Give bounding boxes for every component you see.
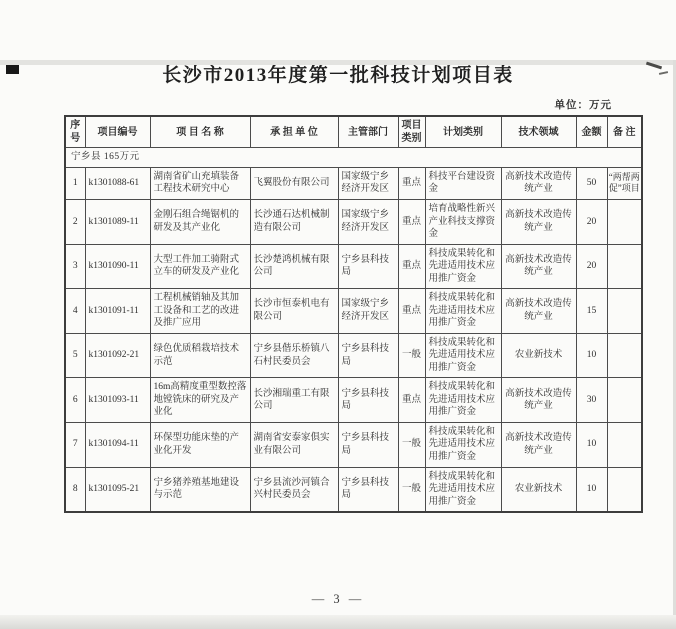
cell-plan-type: 科技成果转化和先进适用技术应用推广资金 — [425, 467, 501, 512]
cell-code: k1301092-21 — [85, 333, 150, 378]
table-header-row — [65, 116, 642, 148]
cell-code: k1301093-11 — [85, 378, 150, 423]
cell-remark: “两帮两促”项目 — [607, 167, 642, 199]
cell-amount: 10 — [576, 467, 607, 512]
cell-category: 一般 — [398, 467, 425, 512]
scan-edge-top — [0, 60, 676, 65]
cell-department: 宁乡县科技局 — [338, 378, 398, 423]
cell-plan-type: 培育战略性新兴产业科技支撑资金 — [425, 199, 501, 244]
cell-category: 重点 — [398, 378, 425, 423]
cell-seq: 1 — [65, 167, 85, 199]
cell-department: 国家级宁乡经济开发区 — [338, 199, 398, 244]
unit-note: 单位：万元 — [554, 100, 612, 111]
header-category: 项目类别 — [398, 116, 425, 148]
cell-plan-type: 科技成果转化和先进适用技术应用推广资金 — [425, 422, 501, 467]
header-remark: 备 注 — [607, 116, 642, 148]
scan-edge-bottom — [0, 615, 676, 629]
cell-category: 一般 — [398, 422, 425, 467]
cell-undertaker: 飞翼股份有限公司 — [250, 167, 338, 199]
group-row-label: 宁乡县 165万元 — [65, 148, 642, 168]
cell-seq: 3 — [65, 244, 85, 289]
cell-department: 宁乡县科技局 — [338, 467, 398, 512]
cell-tech-field: 高新技术改造传统产业 — [501, 244, 576, 289]
document-title: 长沙市2013年度第一批科技计划项目表 — [162, 65, 514, 86]
cell-undertaker: 长沙楚鸿机械有限公司 — [250, 244, 338, 289]
cell-seq: 8 — [65, 467, 85, 512]
cell-undertaker: 长沙通石达机械制造有限公司 — [250, 199, 338, 244]
cell-remark — [607, 289, 642, 334]
cell-tech-field: 高新技术改造传统产业 — [501, 199, 576, 244]
table-row — [65, 333, 642, 378]
cell-name: 湖南省矿山充填装备工程技术研究中心 — [150, 167, 250, 199]
table-row — [65, 378, 642, 423]
cell-code: k1301091-11 — [85, 289, 150, 334]
cell-seq: 7 — [65, 422, 85, 467]
cell-department: 国家级宁乡经济开发区 — [338, 167, 398, 199]
cell-tech-field: 高新技术改造传统产业 — [501, 167, 576, 199]
cell-department: 宁乡县科技局 — [338, 244, 398, 289]
cell-tech-field: 高新技术改造传统产业 — [501, 289, 576, 334]
cell-tech-field: 农业新技术 — [501, 467, 576, 512]
cell-amount: 20 — [576, 244, 607, 289]
cell-tech-field: 高新技术改造传统产业 — [501, 422, 576, 467]
cell-seq: 4 — [65, 289, 85, 334]
cell-name: 环保型功能床垫的产业化开发 — [150, 422, 250, 467]
header-department: 主管部门 — [338, 116, 398, 148]
cell-amount: 50 — [576, 167, 607, 199]
cell-remark — [607, 199, 642, 244]
group-row — [65, 148, 642, 168]
cell-seq: 6 — [65, 378, 85, 423]
cell-amount: 15 — [576, 289, 607, 334]
cell-plan-type: 科技成果转化和先进适用技术应用推广资金 — [425, 333, 501, 378]
cell-category: 重点 — [398, 289, 425, 334]
table-row — [65, 167, 642, 199]
cell-category: 重点 — [398, 199, 425, 244]
cell-tech-field: 高新技术改造传统产业 — [501, 378, 576, 423]
cell-code: k1301089-11 — [85, 199, 150, 244]
cell-department: 国家级宁乡经济开发区 — [338, 289, 398, 334]
cell-category: 一般 — [398, 333, 425, 378]
header-amount: 金额 — [576, 116, 607, 148]
header-tech-field: 技术领域 — [501, 116, 576, 148]
cell-code: k1301090-11 — [85, 244, 150, 289]
page-number: — 3 — — [311, 592, 365, 606]
header-name: 项 目 名 称 — [150, 116, 250, 148]
cell-remark — [607, 422, 642, 467]
cell-name: 绿色优质稻栽培技术示范 — [150, 333, 250, 378]
cell-remark — [607, 333, 642, 378]
header-code: 项目编号 — [85, 116, 150, 148]
cell-code: k1301095-21 — [85, 467, 150, 512]
cell-undertaker: 湖南省安泰家俱实业有限公司 — [250, 422, 338, 467]
cell-remark — [607, 467, 642, 512]
cell-department: 宁乡县科技局 — [338, 422, 398, 467]
cell-plan-type: 科技成果转化和先进适用技术应用推广资金 — [425, 244, 501, 289]
cell-tech-field: 农业新技术 — [501, 333, 576, 378]
cell-plan-type: 科技成果转化和先进适用技术应用推广资金 — [425, 378, 501, 423]
cell-name: 工程机械销轴及其加工设备和工艺的改进及推广应用 — [150, 289, 250, 334]
cell-category: 重点 — [398, 244, 425, 289]
table-row — [65, 467, 642, 512]
cell-code: k1301094-11 — [85, 422, 150, 467]
table-row — [65, 199, 642, 244]
cell-category: 重点 — [398, 167, 425, 199]
cell-seq: 2 — [65, 199, 85, 244]
header-undertaker: 承 担 单 位 — [250, 116, 338, 148]
cell-amount: 10 — [576, 422, 607, 467]
cell-remark — [607, 378, 642, 423]
cell-remark — [607, 244, 642, 289]
cell-undertaker: 长沙湘瑞重工有限公司 — [250, 378, 338, 423]
cell-code: k1301088-61 — [85, 167, 150, 199]
cell-name: 金刚石组合绳锯机的研发及其产业化 — [150, 199, 250, 244]
cell-name: 宁乡猪养殖基地建设与示范 — [150, 467, 250, 512]
table-row — [65, 244, 642, 289]
cell-plan-type: 科技平台建设资金 — [425, 167, 501, 199]
cell-undertaker: 宁乡县偕乐桥镇八石村民委员会 — [250, 333, 338, 378]
cell-name: 16m高精度重型数控落地镗铣床的研究及产业化 — [150, 378, 250, 423]
scan-artifact-mark — [6, 65, 19, 74]
table-row — [65, 422, 642, 467]
scanned-document-page — [0, 60, 676, 629]
header-seq: 序号 — [65, 116, 85, 148]
cell-amount: 20 — [576, 199, 607, 244]
cell-seq: 5 — [65, 333, 85, 378]
table-row — [65, 289, 642, 334]
cell-plan-type: 科技成果转化和先进适用技术应用推广资金 — [425, 289, 501, 334]
cell-department: 宁乡县科技局 — [338, 333, 398, 378]
cell-undertaker: 宁乡县流沙河镇合兴村民委员会 — [250, 467, 338, 512]
header-plan-type: 计划类别 — [425, 116, 501, 148]
project-table — [64, 115, 643, 513]
cell-undertaker: 长沙市恒泰机电有限公司 — [250, 289, 338, 334]
cell-name: 大型工件加工骑附式立车的研发及产业化 — [150, 244, 250, 289]
cell-amount: 10 — [576, 333, 607, 378]
cell-amount: 30 — [576, 378, 607, 423]
